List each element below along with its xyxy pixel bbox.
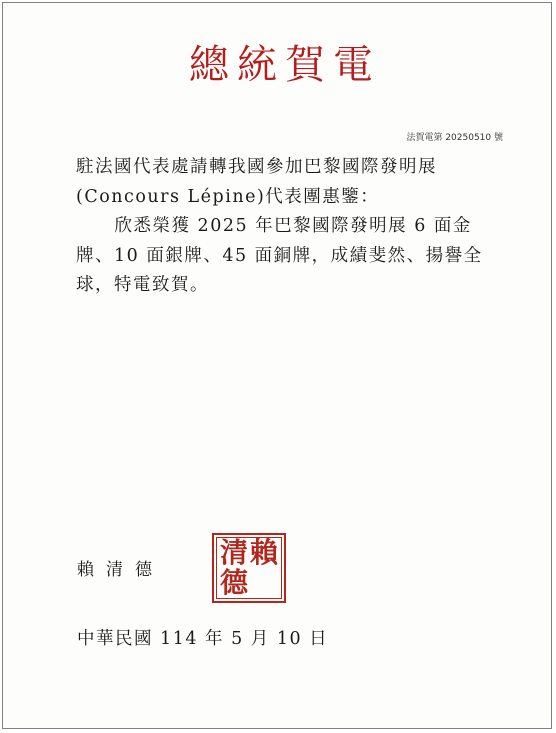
reference-number: 法賀電第 20250510 號 bbox=[406, 133, 503, 143]
document-page bbox=[2, 2, 552, 729]
seal-char: 清 bbox=[220, 536, 249, 569]
signer-name: 賴清德 bbox=[77, 560, 164, 580]
seal-char: 德 bbox=[220, 566, 249, 599]
document-title: 總統賀電 bbox=[189, 42, 381, 88]
salutation: 駐法國代表處請轉我國參加巴黎國際發明展(Concours Lépine)代表團惠鑒： bbox=[76, 157, 437, 207]
letter-body bbox=[76, 153, 496, 301]
document-date: 中華民國 114 年 5 月 10 日 bbox=[77, 629, 329, 649]
seal-char: 賴 bbox=[249, 536, 278, 569]
message-paragraph: 欣悉榮獲 2025 年巴黎國際發明展 6 面金牌、10 面銀牌、45 面銅牌，成績斐然、揚譽全球，特電致賀。 bbox=[76, 216, 483, 295]
seal-stamp bbox=[212, 533, 286, 603]
